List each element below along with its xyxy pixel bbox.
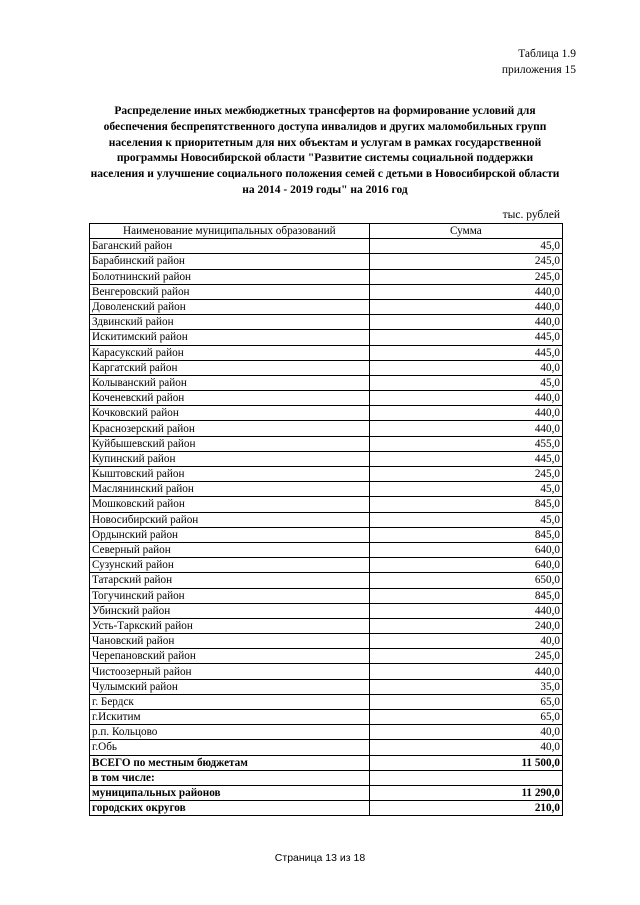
- table-row: [90, 740, 563, 755]
- municipality-amount: 45,0: [369, 239, 562, 254]
- municipality-amount: 845,0: [369, 527, 562, 542]
- table-row: [90, 482, 563, 497]
- table-row: [90, 299, 563, 314]
- municipality-name: Чулымский район: [90, 679, 370, 694]
- table-row: [90, 254, 563, 269]
- table-row: [90, 542, 563, 557]
- table-row: [90, 391, 563, 406]
- table-row: [90, 345, 563, 360]
- table-row: [90, 725, 563, 740]
- urban-districts-value: 210,0: [369, 801, 562, 816]
- municipality-name: р.п. Кольцово: [90, 725, 370, 740]
- municipality-name: Баганский район: [90, 239, 370, 254]
- appendix-number: приложения 15: [501, 64, 576, 76]
- table-row: [90, 315, 563, 330]
- municipality-name: Татарский район: [90, 573, 370, 588]
- municipality-amount: 40,0: [369, 360, 562, 375]
- municipality-amount: 845,0: [369, 588, 562, 603]
- table-row: [90, 512, 563, 527]
- table-row: [90, 588, 563, 603]
- municipality-amount: 640,0: [369, 542, 562, 557]
- municipality-name: Усть-Таркский район: [90, 618, 370, 633]
- municipal-districts-row: [90, 785, 563, 800]
- municipality-name: Северный район: [90, 542, 370, 557]
- municipality-name: Тогучинский район: [90, 588, 370, 603]
- table-reference: [502, 46, 576, 78]
- municipality-amount: 240,0: [369, 618, 562, 633]
- table-row: [90, 634, 563, 649]
- municipal-districts-value: 11 290,0: [369, 785, 562, 800]
- table-row: [90, 421, 563, 436]
- municipality-name: Маслянинский район: [90, 482, 370, 497]
- municipality-amount: 245,0: [369, 269, 562, 284]
- municipality-name: Каргатский район: [90, 360, 370, 375]
- municipality-name: Колыванский район: [90, 375, 370, 390]
- municipality-amount: 245,0: [369, 467, 562, 482]
- municipality-amount: 445,0: [369, 330, 562, 345]
- municipality-name: Искитимский район: [90, 330, 370, 345]
- municipality-amount: 40,0: [369, 725, 562, 740]
- municipality-name: г.Искитим: [90, 710, 370, 725]
- unit-label: тыс. рублей: [502, 209, 560, 221]
- table-row: [90, 527, 563, 542]
- municipality-amount: 440,0: [369, 421, 562, 436]
- municipality-name: Барабинский район: [90, 254, 370, 269]
- municipality-name: Венгеровский район: [90, 284, 370, 299]
- municipality-amount: 845,0: [369, 497, 562, 512]
- municipality-amount: 455,0: [369, 436, 562, 451]
- municipality-amount: 40,0: [369, 634, 562, 649]
- municipality-name: Коченевский район: [90, 391, 370, 406]
- municipality-name: г. Бердск: [90, 694, 370, 709]
- table-row: [90, 436, 563, 451]
- municipality-amount: 640,0: [369, 558, 562, 573]
- including-empty-cell: [369, 770, 562, 785]
- table-row: [90, 679, 563, 694]
- municipality-amount: 40,0: [369, 740, 562, 755]
- table-row: [90, 603, 563, 618]
- municipality-name: Краснозерский район: [90, 421, 370, 436]
- including-label: в том числе:: [90, 770, 370, 785]
- table-row: [90, 694, 563, 709]
- municipality-amount: 440,0: [369, 391, 562, 406]
- table-row: [90, 239, 563, 254]
- municipal-districts-label: муниципальных районов: [90, 785, 370, 800]
- document-title: Распределение иных межбюджетных трансфертов на формирование условий для обеспечения беспрепятственного доступа инвалидов и других маломобильных групп населения к приоритетным для них объектам и услугам в рамках государственной программы Новосибирской области "Развитие системы социальной поддержки населения и улучшение социального положения семей с детьми в Новосибирской области на 2014 - 2019 годы" на 2016 год: [90, 105, 560, 196]
- table-row: [90, 649, 563, 664]
- municipality-name: Болотнинский район: [90, 269, 370, 284]
- municipality-amount: 440,0: [369, 664, 562, 679]
- urban-districts-label: городских округов: [90, 801, 370, 816]
- table-row: [90, 558, 563, 573]
- municipality-name: Доволенский район: [90, 299, 370, 314]
- column-header-name: Наименование муниципальных образований: [90, 224, 370, 239]
- municipality-amount: 440,0: [369, 406, 562, 421]
- transfers-table: [89, 223, 563, 816]
- table-header-row: [90, 224, 563, 239]
- table-row: [90, 618, 563, 633]
- municipality-name: г.Обь: [90, 740, 370, 755]
- total-label: ВСЕГО по местным бюджетам: [90, 755, 370, 770]
- municipality-name: Мошковский район: [90, 497, 370, 512]
- table-row: [90, 330, 563, 345]
- municipality-amount: 440,0: [369, 315, 562, 330]
- municipality-name: Ордынский район: [90, 527, 370, 542]
- including-row: [90, 770, 563, 785]
- municipality-name: Куйбышевский район: [90, 436, 370, 451]
- table-row: [90, 467, 563, 482]
- municipality-amount: 245,0: [369, 254, 562, 269]
- municipality-name: Карасукский район: [90, 345, 370, 360]
- municipality-amount: 45,0: [369, 512, 562, 527]
- table-row: [90, 406, 563, 421]
- municipality-amount: 440,0: [369, 299, 562, 314]
- column-header-sum: Сумма: [369, 224, 562, 239]
- table-number: Таблица 1.9: [518, 48, 576, 60]
- municipality-amount: 650,0: [369, 573, 562, 588]
- municipality-name: Черепановский район: [90, 649, 370, 664]
- page-footer: Страница 13 из 18: [274, 852, 366, 864]
- table-row: [90, 284, 563, 299]
- total-value: 11 500,0: [369, 755, 562, 770]
- table-row: [90, 269, 563, 284]
- municipality-name: Убинский район: [90, 603, 370, 618]
- municipality-amount: 445,0: [369, 345, 562, 360]
- table-row: [90, 451, 563, 466]
- municipality-amount: 245,0: [369, 649, 562, 664]
- municipality-amount: 45,0: [369, 375, 562, 390]
- municipality-name: Кыштовский район: [90, 467, 370, 482]
- municipality-name: Чистоозерный район: [90, 664, 370, 679]
- table-row: [90, 664, 563, 679]
- table-body: [90, 239, 563, 755]
- municipality-name: Здвинский район: [90, 315, 370, 330]
- municipality-name: Новосибирский район: [90, 512, 370, 527]
- municipality-name: Сузунский район: [90, 558, 370, 573]
- municipality-amount: 65,0: [369, 694, 562, 709]
- municipality-name: Купинский район: [90, 451, 370, 466]
- table-row: [90, 573, 563, 588]
- municipality-name: Чановский район: [90, 634, 370, 649]
- municipality-amount: 440,0: [369, 603, 562, 618]
- total-row: [90, 755, 563, 770]
- municipality-amount: 445,0: [369, 451, 562, 466]
- municipality-amount: 440,0: [369, 284, 562, 299]
- municipality-amount: 65,0: [369, 710, 562, 725]
- table-row: [90, 360, 563, 375]
- table-row: [90, 710, 563, 725]
- municipality-amount: 45,0: [369, 482, 562, 497]
- municipality-name: Кочковский район: [90, 406, 370, 421]
- urban-districts-row: [90, 801, 563, 816]
- table-row: [90, 497, 563, 512]
- table-row: [90, 375, 563, 390]
- municipality-amount: 35,0: [369, 679, 562, 694]
